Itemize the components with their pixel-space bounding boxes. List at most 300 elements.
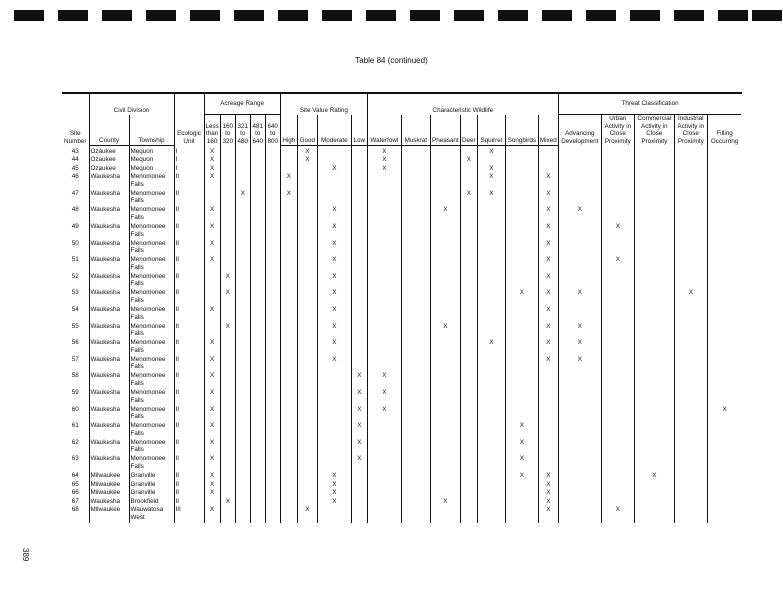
- acreage-cell: [265, 273, 280, 290]
- registration-mark: [674, 10, 704, 21]
- header-site-value-rating: Site Value Rating: [280, 94, 367, 115]
- threat-cell: [601, 356, 634, 373]
- wildlife-cell: X: [538, 506, 558, 523]
- wildlife-cell: [367, 190, 401, 207]
- wildlife-cell: X: [538, 289, 558, 306]
- wildlife-cell: X: [460, 190, 477, 207]
- site-value-cell: [351, 223, 367, 240]
- threat-cell: [634, 498, 674, 507]
- acreage-cell: X: [204, 173, 220, 190]
- acreage-cell: [250, 422, 265, 439]
- threat-cell: [601, 389, 634, 406]
- wildlife-cell: [505, 173, 538, 190]
- site-value-cell: [297, 406, 317, 423]
- site-value-cell: X: [317, 489, 351, 498]
- wildlife-cell: [430, 190, 460, 207]
- ecologic-unit-cell: II: [174, 289, 204, 306]
- acreage-cell: X: [204, 406, 220, 423]
- threat-cell: [707, 498, 741, 507]
- township-cell: [129, 472, 174, 481]
- acreage-cell: [250, 498, 265, 507]
- wildlife-cell: [401, 206, 430, 223]
- wildlife-cell: [460, 256, 477, 273]
- threat-cell: [601, 472, 634, 481]
- site-value-cell: [280, 422, 297, 439]
- township-line: Granville: [130, 471, 156, 479]
- township-line: Menomonee: [130, 189, 166, 197]
- site-value-cell: [297, 223, 317, 240]
- wildlife-cell: X: [477, 148, 505, 157]
- wildlife-cell: [477, 289, 505, 306]
- header-civil-division: Civil Division: [89, 94, 174, 115]
- wildlife-cell: [401, 506, 430, 523]
- township-cell: [129, 156, 174, 165]
- township-cell: [129, 323, 174, 340]
- acreage-cell: [204, 323, 220, 340]
- site-value-cell: X: [317, 240, 351, 257]
- threat-cell: [634, 156, 674, 165]
- ecologic-unit-cell: III: [174, 506, 204, 523]
- site-value-cell: [317, 455, 351, 472]
- wildlife-cell: X: [538, 306, 558, 323]
- acreage-cell: X: [204, 481, 220, 490]
- acreage-cell: [265, 372, 280, 389]
- acreage-cell: [220, 148, 235, 157]
- wildlife-cell: [460, 498, 477, 507]
- threat-cell: [634, 148, 674, 157]
- threat-cell: [634, 389, 674, 406]
- wildlife-cell: X: [538, 481, 558, 490]
- wildlife-cell: [401, 472, 430, 481]
- wildlife-cell: [460, 289, 477, 306]
- wildlife-cell: [505, 190, 538, 207]
- site-value-cell: X: [297, 506, 317, 523]
- county-cell: Ozaukee: [89, 156, 129, 165]
- site-number-cell: 49: [71, 223, 79, 231]
- acreage-cell: [220, 472, 235, 481]
- township-cell: [129, 498, 174, 507]
- wildlife-cell: [505, 372, 538, 389]
- header-threat-col: Commercial Activity in Close Proximity: [634, 115, 674, 146]
- wildlife-cell: [477, 481, 505, 490]
- table-row: [62, 240, 741, 257]
- township-line: Falls: [130, 429, 144, 437]
- county-cell: Milwaukee: [89, 489, 129, 498]
- wildlife-cell: X: [505, 422, 538, 439]
- site-value-cell: [297, 206, 317, 223]
- wildlife-cell: [430, 455, 460, 472]
- threat-cell: [601, 489, 634, 498]
- acreage-cell: [250, 356, 265, 373]
- township-line: Menomonee: [130, 389, 166, 396]
- acreage-cell: X: [204, 339, 220, 356]
- acreage-cell: [250, 190, 265, 207]
- acreage-cell: [250, 273, 265, 290]
- county-cell: Waukesha: [89, 240, 129, 257]
- site-value-cell: X: [317, 472, 351, 481]
- site-number-cell: 64: [71, 471, 79, 479]
- site-value-cell: [351, 148, 367, 157]
- acreage-cell: X: [204, 256, 220, 273]
- site-value-cell: [351, 472, 367, 481]
- site-value-cell: [280, 406, 297, 423]
- site-value-cell: [351, 323, 367, 340]
- threat-cell: [674, 498, 707, 507]
- wildlife-cell: [430, 422, 460, 439]
- site-value-cell: [351, 356, 367, 373]
- township-line: Falls: [130, 247, 144, 255]
- acreage-cell: [265, 240, 280, 257]
- threat-cell: [601, 273, 634, 290]
- wildlife-cell: [538, 389, 558, 406]
- wildlife-cell: X: [538, 173, 558, 190]
- township-cell: [129, 289, 174, 306]
- header-wildlife-col: Waterfowl: [367, 115, 401, 146]
- wildlife-cell: X: [538, 339, 558, 356]
- wildlife-cell: [430, 339, 460, 356]
- acreage-cell: [265, 306, 280, 323]
- township-cell: [129, 173, 174, 190]
- acreage-cell: [265, 190, 280, 207]
- threat-cell: [634, 372, 674, 389]
- wildlife-cell: [460, 472, 477, 481]
- table-row: [62, 323, 741, 340]
- township-cell: [129, 455, 174, 472]
- threat-cell: [558, 481, 601, 490]
- wildlife-cell: [367, 289, 401, 306]
- township-cell: [129, 406, 174, 423]
- site-value-cell: [317, 372, 351, 389]
- threat-cell: [674, 223, 707, 240]
- township-line: Falls: [130, 197, 144, 205]
- acreage-cell: [235, 489, 250, 498]
- registration-mark: [718, 10, 748, 21]
- wildlife-cell: [401, 306, 430, 323]
- acreage-cell: X: [204, 148, 220, 157]
- acreage-cell: [235, 455, 250, 472]
- site-value-cell: [280, 356, 297, 373]
- township-line: Brookfield: [130, 497, 159, 505]
- county-cell: Waukesha: [89, 190, 129, 207]
- site-number-cell: 46: [71, 173, 79, 181]
- wildlife-cell: [367, 356, 401, 373]
- acreage-cell: [265, 165, 280, 174]
- threat-cell: X: [707, 406, 741, 423]
- wildlife-cell: [505, 256, 538, 273]
- table-row: [62, 256, 741, 273]
- township-line: Menomonee: [130, 173, 166, 181]
- wildlife-cell: [460, 165, 477, 174]
- township-cell: [129, 148, 174, 157]
- threat-cell: [674, 273, 707, 290]
- site-number-cell: 52: [71, 272, 79, 280]
- ecologic-unit-cell: I: [174, 156, 204, 165]
- acreage-cell: [220, 240, 235, 257]
- ecologic-unit-cell: II: [174, 406, 204, 423]
- wildlife-cell: [430, 506, 460, 523]
- acreage-cell: [265, 481, 280, 490]
- acreage-cell: [250, 156, 265, 165]
- wildlife-cell: X: [538, 256, 558, 273]
- threat-cell: [707, 190, 741, 207]
- threat-cell: [674, 190, 707, 207]
- wildlife-cell: [401, 389, 430, 406]
- site-value-cell: [351, 190, 367, 207]
- threat-cell: [634, 481, 674, 490]
- site-number-cell: 45: [71, 164, 79, 172]
- threat-cell: X: [558, 206, 601, 223]
- threat-cell: [674, 323, 707, 340]
- site-value-cell: X: [317, 306, 351, 323]
- wildlife-cell: [401, 223, 430, 240]
- threat-cell: [634, 165, 674, 174]
- wildlife-cell: [401, 173, 430, 190]
- township-line: Menomonee: [130, 206, 166, 214]
- acreage-cell: [220, 489, 235, 498]
- threat-cell: [601, 173, 634, 190]
- site-number-cell: 66: [71, 489, 79, 497]
- wildlife-cell: [460, 306, 477, 323]
- site-value-cell: [317, 406, 351, 423]
- threat-cell: [601, 240, 634, 257]
- wildlife-cell: [430, 389, 460, 406]
- site-value-cell: [280, 481, 297, 490]
- wildlife-cell: [367, 506, 401, 523]
- header-threat-col: Advancing Development: [558, 115, 601, 146]
- wildlife-cell: [367, 481, 401, 490]
- township-cell: [129, 165, 174, 174]
- acreage-cell: [265, 422, 280, 439]
- registration-mark: [234, 10, 264, 21]
- threat-cell: [674, 455, 707, 472]
- wildlife-cell: [367, 422, 401, 439]
- acreage-cell: [250, 323, 265, 340]
- acreage-cell: [250, 240, 265, 257]
- wildlife-cell: [538, 156, 558, 165]
- threat-cell: [707, 223, 741, 240]
- site-value-cell: [280, 206, 297, 223]
- acreage-cell: X: [204, 422, 220, 439]
- threat-cell: [634, 306, 674, 323]
- threat-cell: [634, 206, 674, 223]
- threat-cell: [674, 240, 707, 257]
- ecologic-unit-cell: II: [174, 206, 204, 223]
- acreage-cell: [265, 256, 280, 273]
- township-line: Falls: [130, 313, 144, 321]
- acreage-cell: X: [235, 190, 250, 207]
- ecologic-unit-cell: II: [174, 455, 204, 472]
- site-value-cell: [297, 323, 317, 340]
- header-acreage-col: 640 to 800: [265, 115, 280, 146]
- acreage-cell: [265, 406, 280, 423]
- wildlife-cell: [477, 455, 505, 472]
- site-number-cell: 48: [71, 206, 79, 214]
- registration-mark: [278, 10, 308, 21]
- wildlife-cell: [538, 406, 558, 423]
- table-row: [62, 422, 741, 439]
- threat-cell: X: [558, 356, 601, 373]
- wildlife-cell: [477, 498, 505, 507]
- wildlife-cell: [505, 148, 538, 157]
- site-value-cell: [297, 481, 317, 490]
- header-township: Township: [129, 115, 174, 146]
- acreage-cell: [265, 498, 280, 507]
- wildlife-cell: X: [430, 206, 460, 223]
- wildlife-cell: X: [538, 472, 558, 481]
- wildlife-cell: [401, 372, 430, 389]
- site-value-cell: [280, 240, 297, 257]
- registration-mark: [454, 10, 484, 21]
- threat-cell: [674, 439, 707, 456]
- table-row: [62, 206, 741, 223]
- acreage-cell: [220, 256, 235, 273]
- site-value-cell: [351, 256, 367, 273]
- township-cell: [129, 439, 174, 456]
- threat-cell: [707, 289, 741, 306]
- acreage-cell: [235, 173, 250, 190]
- township-line: Menomonee: [130, 355, 166, 363]
- ecologic-unit-cell: II: [174, 498, 204, 507]
- wildlife-cell: [477, 489, 505, 498]
- wildlife-cell: [367, 206, 401, 223]
- site-number-cell: 59: [71, 389, 79, 396]
- threat-cell: [634, 439, 674, 456]
- acreage-cell: [265, 156, 280, 165]
- ecologic-unit-cell: II: [174, 256, 204, 273]
- acreage-cell: X: [204, 472, 220, 481]
- acreage-cell: [250, 389, 265, 406]
- site-value-cell: X: [280, 190, 297, 207]
- wildlife-cell: [460, 339, 477, 356]
- county-cell: Ozaukee: [89, 148, 129, 157]
- site-value-cell: [317, 439, 351, 456]
- township-line: Menomonee: [130, 239, 166, 247]
- wildlife-cell: [367, 323, 401, 340]
- county-cell: Waukesha: [89, 306, 129, 323]
- wildlife-cell: [460, 356, 477, 373]
- wildlife-cell: X: [538, 356, 558, 373]
- wildlife-cell: [460, 240, 477, 257]
- threat-cell: [601, 289, 634, 306]
- threat-cell: [674, 148, 707, 157]
- acreage-cell: [204, 273, 220, 290]
- registration-mark: [190, 10, 220, 21]
- wildlife-cell: X: [367, 156, 401, 165]
- county-cell: Waukesha: [89, 439, 129, 456]
- wildlife-cell: X: [367, 148, 401, 157]
- header-site-value-col: Low: [351, 115, 367, 146]
- wildlife-cell: X: [367, 165, 401, 174]
- wildlife-cell: [401, 498, 430, 507]
- acreage-cell: X: [204, 372, 220, 389]
- registration-mark: [586, 10, 616, 21]
- wildlife-cell: [505, 389, 538, 406]
- township-line: Falls: [130, 462, 144, 470]
- wildlife-cell: X: [460, 156, 477, 165]
- threat-cell: [674, 256, 707, 273]
- township-line: Menomonee: [130, 256, 166, 264]
- site-value-cell: X: [317, 289, 351, 306]
- threat-cell: X: [601, 223, 634, 240]
- wildlife-cell: [367, 306, 401, 323]
- threat-cell: [634, 240, 674, 257]
- wildlife-cell: X: [367, 372, 401, 389]
- acreage-cell: [235, 206, 250, 223]
- site-value-cell: [351, 273, 367, 290]
- acreage-cell: [250, 406, 265, 423]
- site-value-cell: [351, 481, 367, 490]
- township-line: Granville: [130, 480, 156, 488]
- township-line: Menomonee: [130, 339, 166, 347]
- wildlife-cell: [477, 156, 505, 165]
- threat-cell: [558, 306, 601, 323]
- wildlife-cell: [538, 422, 558, 439]
- wildlife-cell: [538, 148, 558, 157]
- threat-cell: X: [601, 506, 634, 523]
- wildlife-cell: [460, 148, 477, 157]
- wildlife-cell: [460, 372, 477, 389]
- township-line: Menomonee: [130, 422, 166, 430]
- site-value-cell: [280, 506, 297, 523]
- wildlife-cell: X: [505, 289, 538, 306]
- township-line: Falls: [130, 263, 144, 271]
- site-value-cell: [297, 439, 317, 456]
- threat-cell: [634, 289, 674, 306]
- header-wildlife-col: Mixed: [538, 115, 558, 146]
- site-value-cell: [280, 323, 297, 340]
- acreage-cell: [235, 156, 250, 165]
- acreage-cell: [235, 148, 250, 157]
- acreage-cell: [250, 489, 265, 498]
- threat-cell: [634, 406, 674, 423]
- wildlife-cell: [430, 372, 460, 389]
- threat-cell: [558, 472, 601, 481]
- wildlife-cell: [430, 156, 460, 165]
- wildlife-cell: [430, 406, 460, 423]
- acreage-cell: [265, 206, 280, 223]
- acreage-cell: [250, 481, 265, 490]
- site-value-cell: [297, 273, 317, 290]
- township-cell: [129, 506, 174, 523]
- wildlife-cell: [401, 289, 430, 306]
- site-number-cell: 51: [71, 256, 79, 264]
- acreage-cell: [265, 323, 280, 340]
- acreage-cell: [265, 356, 280, 373]
- acreage-cell: X: [204, 306, 220, 323]
- table-row: [62, 148, 741, 157]
- threat-cell: [674, 506, 707, 523]
- site-number-cell: 56: [71, 339, 79, 347]
- site-value-cell: X: [317, 481, 351, 490]
- threat-cell: [601, 148, 634, 157]
- site-number-cell: 62: [71, 438, 79, 446]
- wildlife-cell: [401, 406, 430, 423]
- ecologic-unit-cell: II: [174, 339, 204, 356]
- wildlife-cell: [401, 273, 430, 290]
- acreage-cell: [250, 289, 265, 306]
- acreage-cell: [250, 439, 265, 456]
- site-value-cell: [280, 439, 297, 456]
- acreage-cell: [265, 148, 280, 157]
- header-acreage-col: 160 to 320: [220, 115, 235, 146]
- township-cell: [129, 339, 174, 356]
- acreage-cell: X: [204, 165, 220, 174]
- wildlife-cell: [430, 148, 460, 157]
- wildlife-cell: [477, 439, 505, 456]
- wildlife-cell: [430, 273, 460, 290]
- wildlife-cell: X: [430, 498, 460, 507]
- wildlife-cell: [460, 206, 477, 223]
